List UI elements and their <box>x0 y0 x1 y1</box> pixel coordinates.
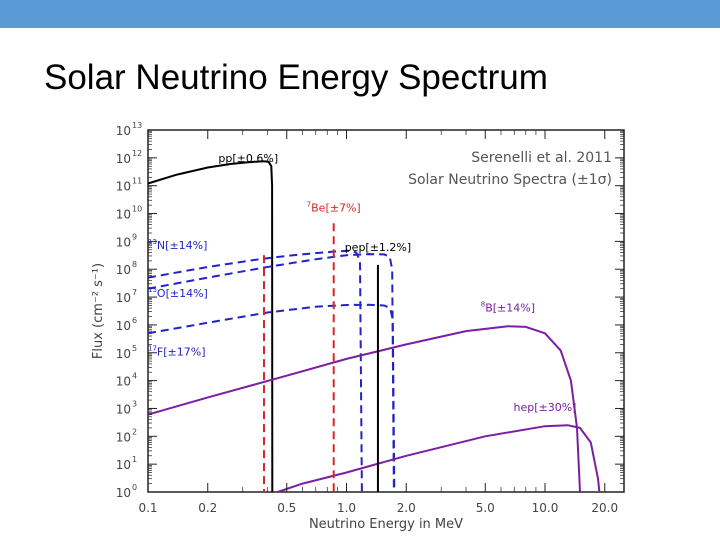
y-tick-label-exponent: 13 <box>132 121 143 130</box>
y-tick-label: 10 <box>115 291 131 306</box>
x-tick-label: 2.0 <box>396 501 416 515</box>
y-tick-label-exponent: 3 <box>132 399 138 409</box>
y-tick-label: 10 <box>115 430 131 445</box>
y-tick-label: 10 <box>115 402 131 417</box>
series-pep-label: pep[±1.2%] <box>344 241 412 255</box>
x-tick-label: 0.2 <box>198 501 218 515</box>
y-tick-label: 10 <box>115 263 131 278</box>
y-tick-label-exponent: 6 <box>132 315 138 325</box>
y-tick-label: 10 <box>115 235 131 250</box>
x-axis-label: Neutrino Energy in MeV <box>308 517 464 532</box>
y-tick-label-exponent: 10 <box>132 204 143 214</box>
y-tick-label: 10 <box>115 346 131 361</box>
y-tick-label: 10 <box>115 179 131 194</box>
series-17F-curve <box>148 305 394 492</box>
series-17F-label: $^{17}$F[±17%] <box>148 344 206 359</box>
y-tick-label-exponent: 9 <box>132 232 138 242</box>
y-tick-label: 10 <box>115 374 131 389</box>
y-tick-label-exponent: 1 <box>132 455 138 465</box>
y-tick-label: 10 <box>115 151 131 166</box>
chart-subtitle: Solar Neutrino Spectra (±1σ) <box>408 172 612 188</box>
y-axis-label: Flux (cm⁻² s⁻¹) <box>91 262 106 360</box>
y-tick-label: 10 <box>115 124 131 138</box>
series-7Be-label: $^7$Be[±7%] <box>306 200 361 215</box>
x-tick-label: 5.0 <box>475 501 495 515</box>
y-tick-label-exponent: 4 <box>132 371 138 381</box>
x-tick-label: 1.0 <box>336 501 357 515</box>
chart-title: Serenelli et al. 2011 <box>471 150 612 166</box>
y-tick-label-exponent: 8 <box>132 260 138 270</box>
series-pp-curve <box>148 161 272 492</box>
y-tick-label-exponent: 5 <box>132 343 138 353</box>
series-pp-label: pp[±0.6%] <box>218 152 279 166</box>
series-15O-label: $^{15}$O[±14%] <box>148 286 208 301</box>
series-hep-label: hep[±30%] <box>513 401 577 415</box>
series-13N-label: $^{13}$N[±14%] <box>148 238 208 253</box>
x-tick-label: 0.5 <box>277 501 297 515</box>
y-tick-label: 10 <box>115 486 131 500</box>
x-tick-label: 0.1 <box>138 501 158 515</box>
x-tick-label: 20.0 <box>591 501 619 515</box>
slide-title: Solar Neutrino Energy Spectrum <box>44 58 548 97</box>
x-tick-label: 10.0 <box>531 501 559 515</box>
y-tick-label-exponent: 11 <box>132 176 143 186</box>
y-tick-label: 10 <box>115 207 131 222</box>
y-tick-label-exponent: 2 <box>132 427 138 437</box>
y-tick-label-exponent: 12 <box>132 148 143 158</box>
y-tick-label-exponent: 7 <box>132 288 138 298</box>
series-8B-label: $^8$B[±14%] <box>480 300 536 315</box>
y-tick-label-exponent: 0 <box>132 483 138 492</box>
y-tick-label: 10 <box>115 458 131 473</box>
y-tick-label: 10 <box>115 318 131 333</box>
series-hep-curve <box>278 425 600 492</box>
